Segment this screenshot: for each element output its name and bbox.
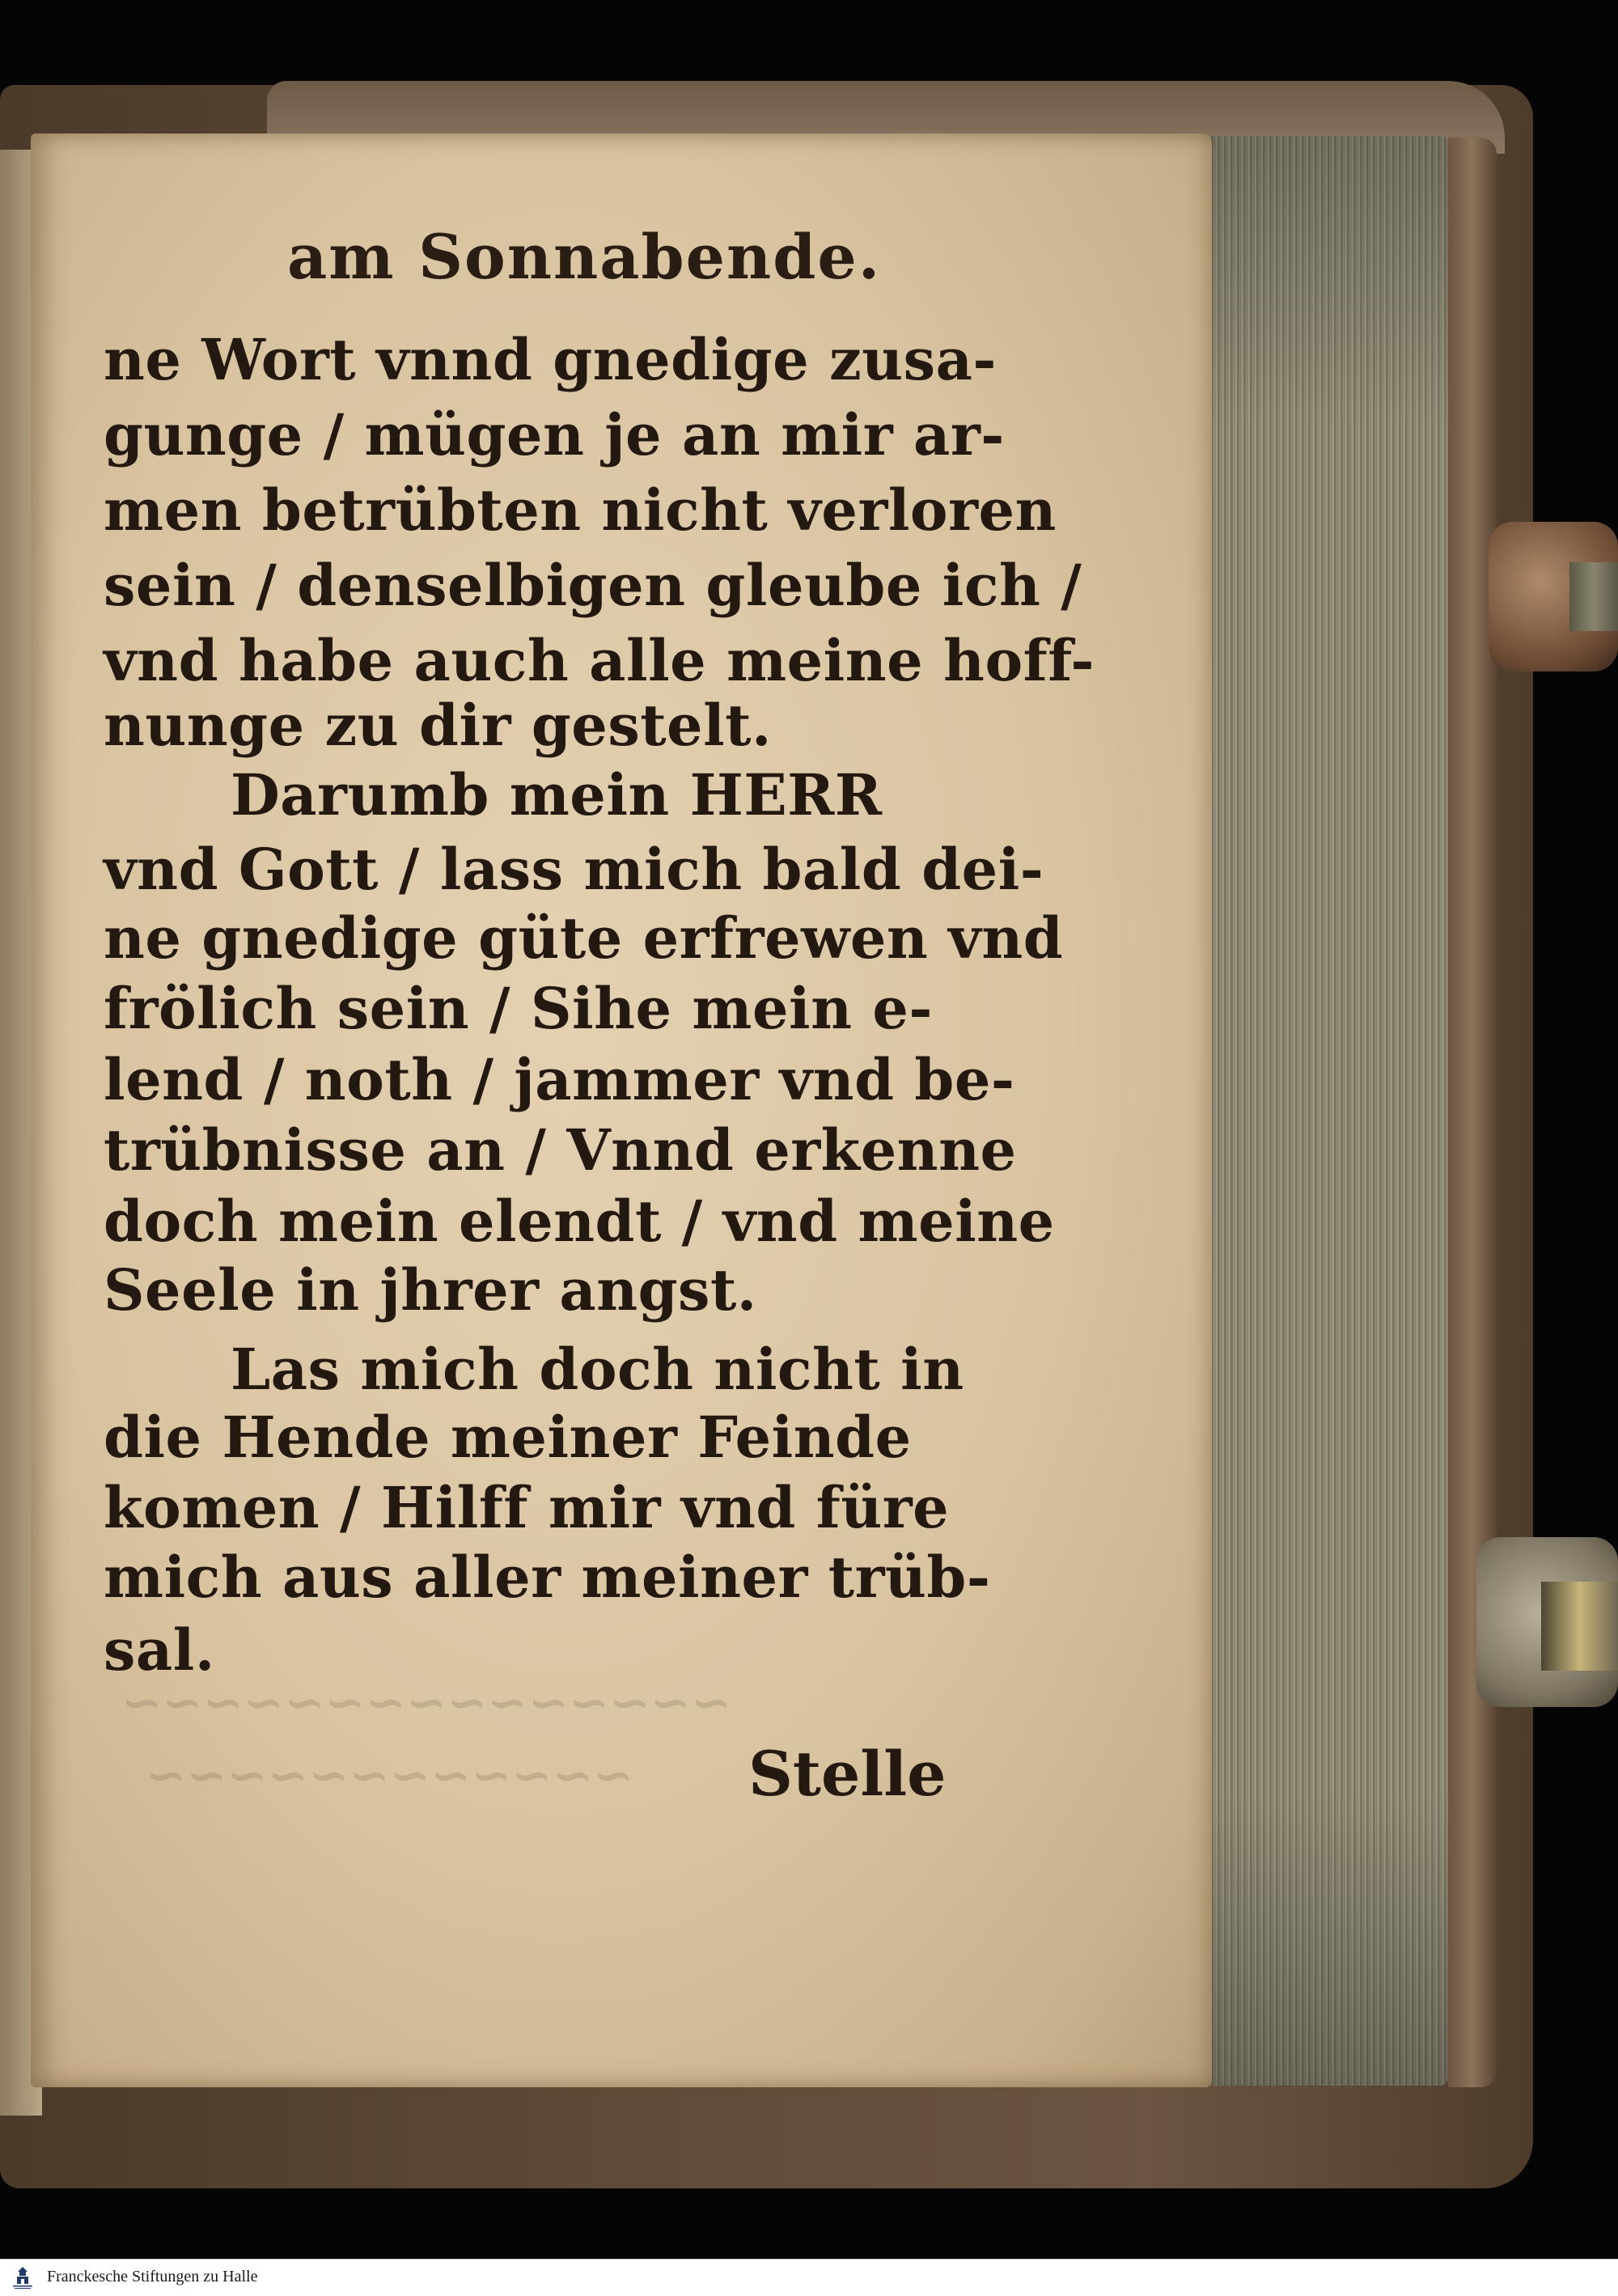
text-line: frölich sein / Sihe mein e-: [104, 975, 933, 1042]
text-line: sein / denselbigen gleube ich /: [104, 552, 1082, 619]
francke-foundation-logo-icon[interactable]: [10, 2264, 36, 2290]
text-line: sal.: [104, 1616, 215, 1684]
text-line: vnd habe auch alle meine hoff-: [104, 627, 1095, 694]
text-line: lend / noth / jammer vnd be-: [104, 1046, 1015, 1113]
text-line: vnd Gott / lass mich bald dei-: [104, 836, 1044, 903]
text-line: doch mein elendt / vnd meine: [104, 1188, 1055, 1255]
text-line: Darumb mein HERR: [231, 761, 883, 828]
footer-bar: [0, 2259, 1618, 2296]
text-line: Seele in jhrer angst.: [104, 1256, 757, 1324]
top-clasp-plate: [1569, 562, 1618, 631]
running-head: am Sonnabende.: [287, 221, 882, 293]
bottom-clasp-plate: [1541, 1582, 1618, 1671]
footer-institution-text[interactable]: Franckesche Stiftungen zu Halle: [47, 2268, 258, 2285]
text-line: men betrübten nicht verloren: [104, 477, 1057, 544]
catchword: Stelle: [748, 1738, 947, 1810]
show-through-text: ~~~~~~~~~~~~: [146, 1747, 634, 1804]
text-line: trübnisse an / Vnnd erkenne: [104, 1116, 1017, 1184]
text-line: gunge / mügen je an mir ar-: [104, 401, 1005, 468]
text-line: ne Wort vnnd gnedige zusa-: [104, 326, 997, 393]
text-line: die Hende meiner Feinde: [104, 1404, 912, 1471]
show-through-text: ~~~~~~~~~~~~~~~: [121, 1675, 732, 1731]
text-line: mich aus aller meiner trüb-: [104, 1544, 991, 1611]
text-line: nunge zu dir gestelt.: [104, 692, 772, 759]
text-line: Las mich doch nicht in: [231, 1336, 964, 1403]
book-board-edge: [1448, 138, 1497, 2087]
text-line: komen / Hilff mir vnd füre: [104, 1474, 950, 1541]
text-line: ne gnedige güte erfrewen vnd: [104, 904, 1064, 972]
